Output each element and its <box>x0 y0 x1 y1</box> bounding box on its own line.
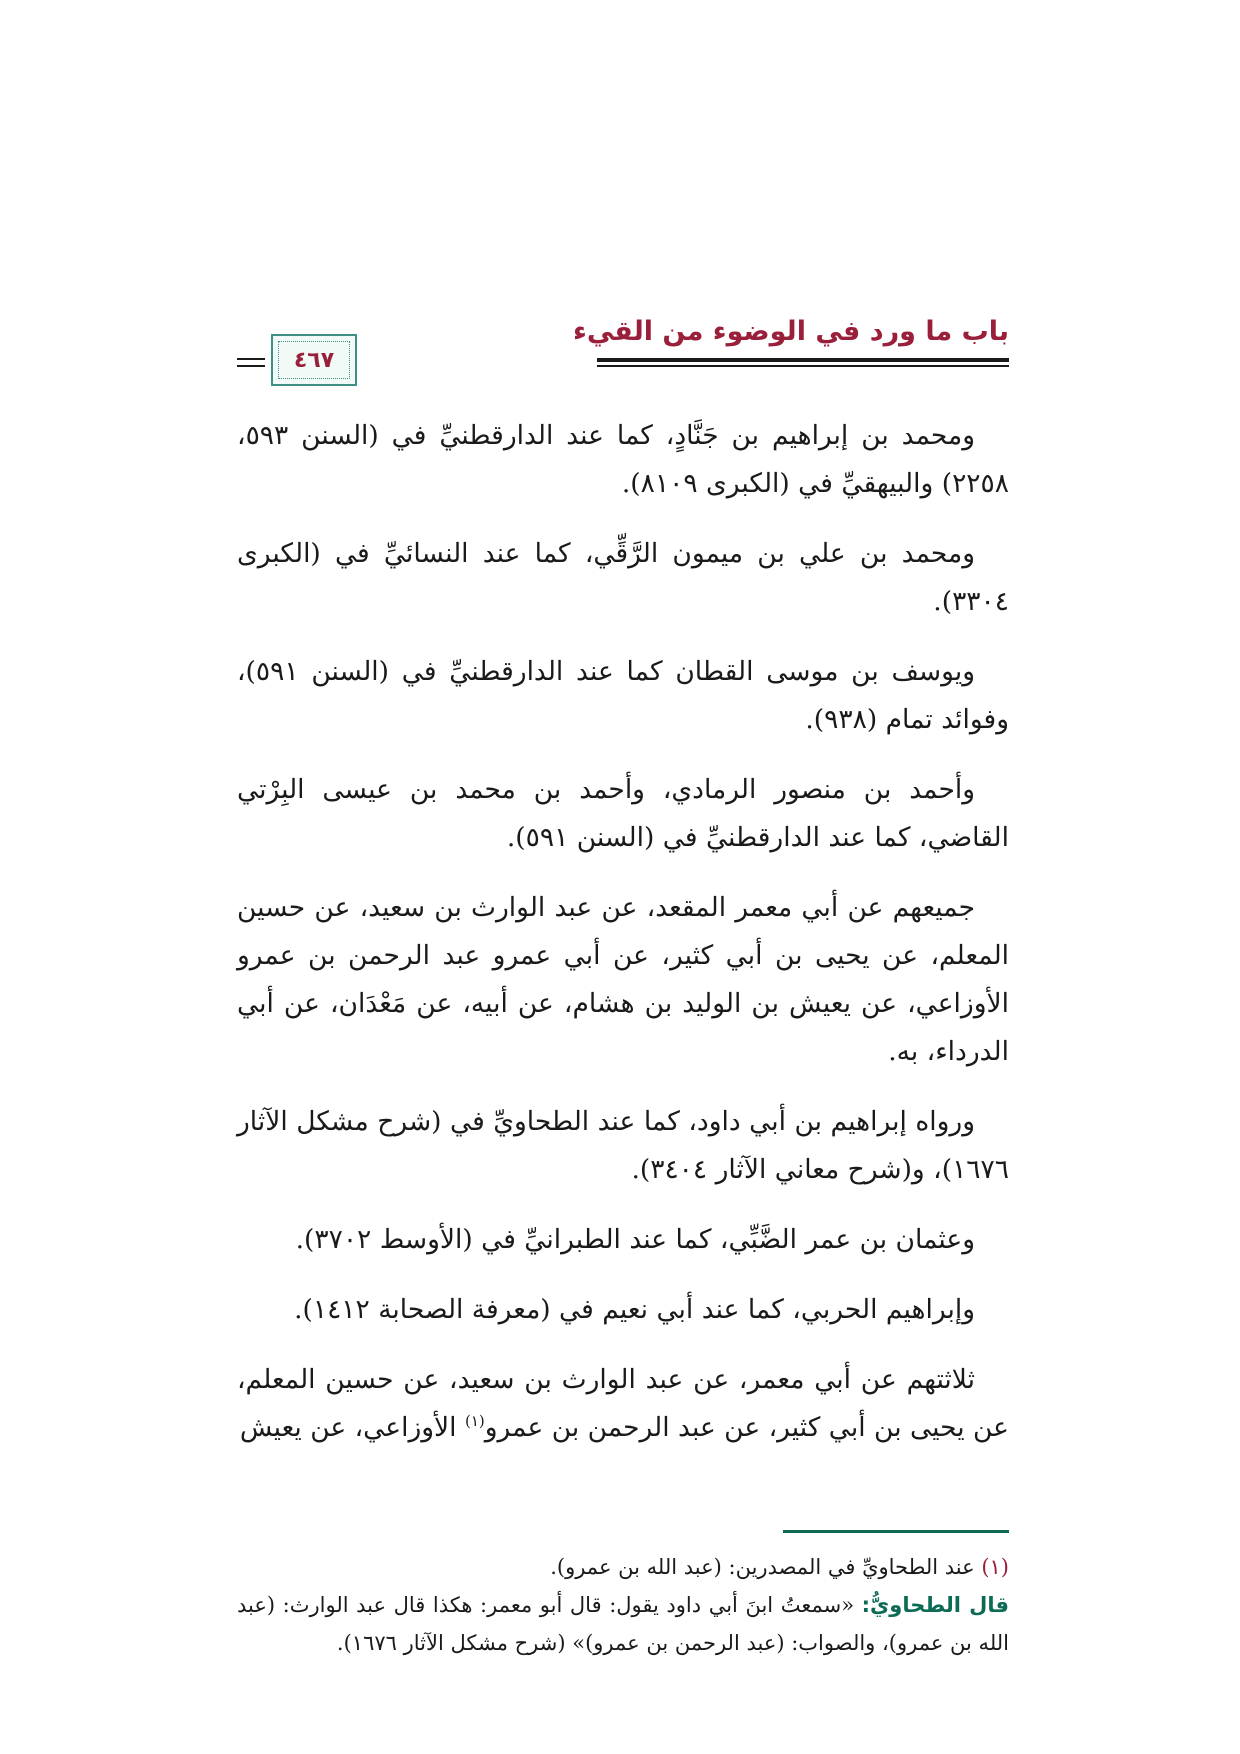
header-rule-left-top <box>237 358 265 360</box>
footnote-1-text: عند الطحاويِّ في المصدرين: (عبد الله بن عمرو). <box>550 1555 982 1579</box>
paragraph-7: وعثمان بن عمر الضَّبِّي، كما عند الطبرانيِّ في (الأوسط ٣٧٠٢). <box>295 1224 975 1255</box>
header-rule-thin <box>597 365 1009 367</box>
page-header <box>237 316 1009 388</box>
footnote-1-quote <box>237 1586 1009 1662</box>
main-text <box>237 412 1009 1474</box>
footnotes <box>237 1548 1009 1662</box>
paragraph-9 <box>237 1356 1009 1452</box>
footnote-quote-text: «سمعتُ ابنَ أبي داود يقول: قال أبو معمر: هكذا قال عبد الوارث: (عبد الله بن عمرو)، والصواب: (عبد الرحمن بن عمرو)» (شرح مشكل الآثار ١٦٧٦). <box>237 1593 1009 1655</box>
paragraph-4: وأحمد بن منصور الرمادي، وأحمد بن محمد بن عيسى البِرْتي القاضي، كما عند الدارقطنيِّ في (السنن ٥٩١). <box>237 774 1009 853</box>
paragraph-6: ورواه إبراهيم بن أبي داود، كما عند الطحاويِّ في (شرح مشكل الآثار ١٦٧٦)، و(شرح معاني الآثار ٣٤٠٤). <box>237 1106 1009 1185</box>
footnote-marker[interactable]: (١) <box>464 1412 485 1431</box>
paragraph-9-text-b: الأوزاعي، عن يعيش <box>239 1412 465 1443</box>
paragraph-8: وإبراهيم الحربي، كما عند أبي نعيم في (معرفة الصحابة ١٤١٢). <box>294 1294 975 1325</box>
header-rule-left-bottom <box>237 365 265 367</box>
paragraph-5: جميعهم عن أبي معمر المقعد، عن عبد الوارث بن سعيد، عن حسين المعلم، عن يحيى بن أبي كثير، عن أبي عمرو عبد الرحمن بن عمرو الأوزاعي، عن يعيش بن الوليد بن هشام، عن أبيه، عن مَعْدَان، عن أبي الدرداء، به. <box>237 892 1009 1067</box>
paragraph-9-text-a: ثلاثتهم عن أبي معمر، عن عبد الوارث بن سعيد، عن حسين المعلم، عن يحيى بن أبي كثير، عن عبد الرحمن بن عمرو <box>237 1364 1009 1443</box>
paragraph-2: ومحمد بن علي بن ميمون الرَّقِّي، كما عند النسائيِّ في (الكبرى ٣٣٠٤). <box>237 538 1009 617</box>
footnote-1 <box>237 1548 1009 1586</box>
paragraph-1: ومحمد بن إبراهيم بن جَنَّادٍ، كما عند الدارقطنيِّ في (السنن ٥٩٣، ٢٢٥٨) والبيهقيِّ في (الكبرى ٨١٠٩). <box>237 420 1009 499</box>
chapter-title: باب ما ورد في الوضوء من القيء <box>573 316 1009 347</box>
page-number: ٤٦٧ <box>293 347 335 373</box>
header-rule-thick <box>597 358 1009 362</box>
page-number-badge <box>271 334 357 386</box>
paragraph-3: ويوسف بن موسى القطان كما عند الدارقطنيِّ في (السنن ٥٩١)، وفوائد تمام (٩٣٨). <box>237 656 1009 735</box>
footnote-quote-label: قال الطحاويُّ: <box>861 1593 1009 1617</box>
footnote-separator <box>783 1530 1009 1533</box>
footnote-number: (١) <box>981 1555 1009 1579</box>
